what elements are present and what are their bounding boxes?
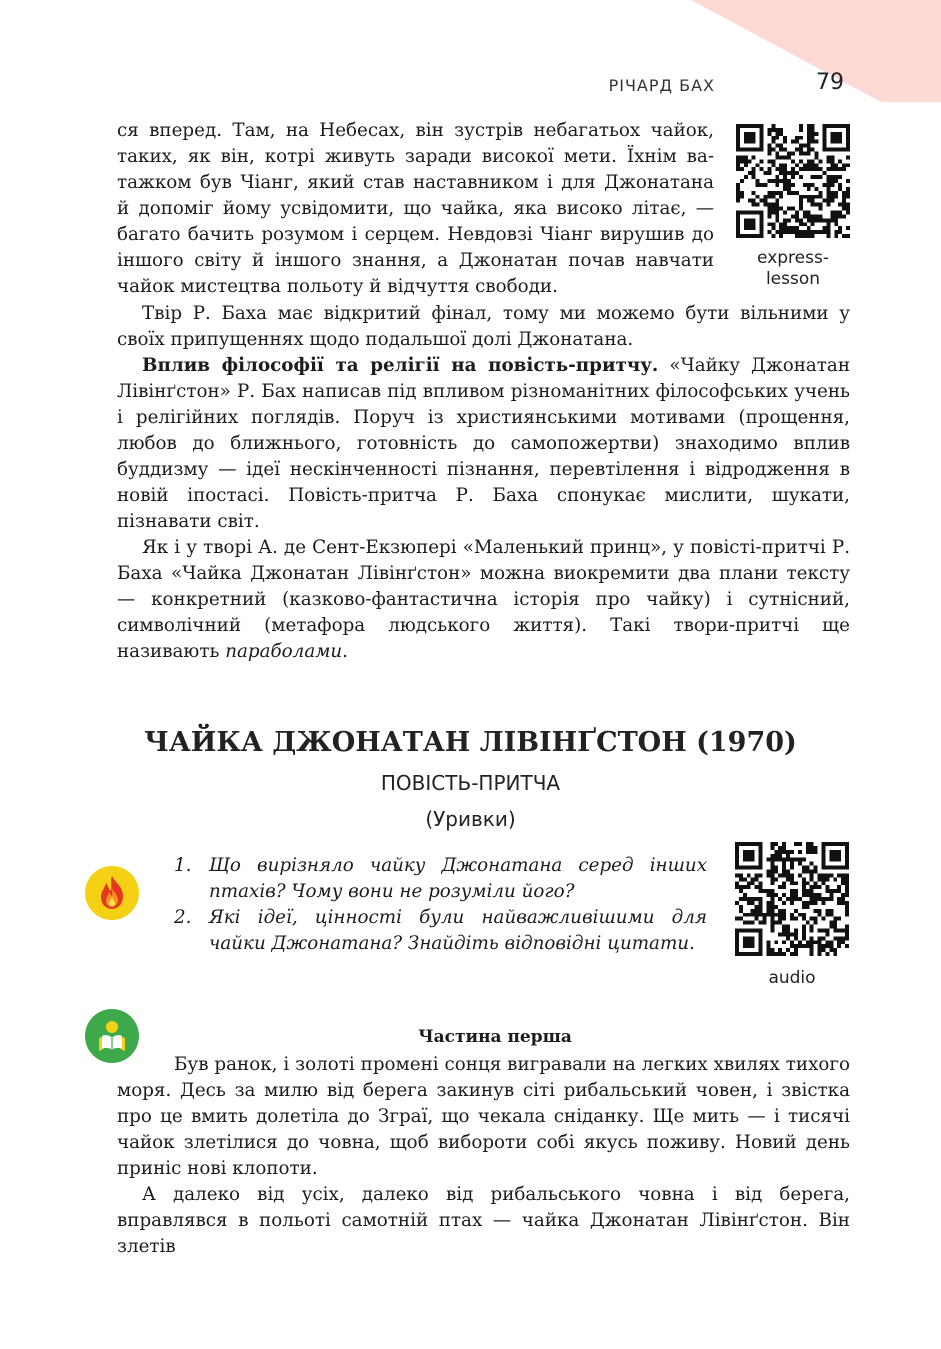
question-number: 1. bbox=[174, 855, 192, 876]
qr-code-icon bbox=[735, 842, 849, 956]
text-line: тажком був Чіанг, який став наставником і для Джонатана bbox=[117, 172, 714, 193]
text-line: багато бачить розумом і серцем. Невдовзі Чіанг вирушив до bbox=[117, 224, 714, 245]
text-line: іншого світу й іншого знання, а Джонатан почав навчати bbox=[117, 250, 714, 271]
text-line: ся вперед. Там, на Небесах, він зустрів небагатьох чайок, bbox=[117, 120, 714, 141]
paragraph-text: «Чайку Джонатан Лівінґстон» Р. Бах написав під впливом різноманітних філософських учень і релігійних поглядів. Поруч із християнськими мотивами (прощення, любов до ближнього, готовність до самопожертви) знаходимо вплив буддизму — ідеї нескінченності пізнання, перевтілення і відродження в новій іпостасі. Повість-притча Р. Баха спонукає мислити, шукати, пізнавати світ. bbox=[117, 355, 851, 532]
question-item bbox=[172, 853, 707, 905]
fire-icon bbox=[85, 866, 139, 920]
qr-code-express-lesson[interactable] bbox=[736, 124, 850, 238]
running-head: РІЧАРД БАХ bbox=[608, 76, 715, 95]
intro-paragraph-4 bbox=[117, 535, 850, 665]
part-one-paragraph-1: Був ранок, і золоті промені сонця вигравали на легких хвилях тихого моря. Десь за милю від берега закинув сіті рибальський човен, і звістка про це вмить долетіла до Зграї, що чекала сніданку. Ще мить — і тисячі чайок злетілися до човна, щоб вибороти собі якусь поживу. Новий день приніс нові клопоти. bbox=[117, 1054, 850, 1179]
page-number: 79 bbox=[816, 70, 844, 95]
text-line: й допоміг йому усвідомити, що чайка, яка високо літає, — bbox=[117, 198, 714, 219]
work-title: ЧАЙКА ДЖОНАТАН ЛІВІНҐСТОН (1970) bbox=[144, 727, 797, 758]
intro-paragraph-1 bbox=[117, 118, 714, 300]
part-heading: Частина перша bbox=[418, 1027, 572, 1047]
qr-code-audio[interactable] bbox=[735, 842, 849, 956]
qr-caption-express-lesson: express-lesson bbox=[757, 248, 829, 289]
qr-caption-audio: audio bbox=[768, 968, 816, 988]
fire-icon-graphic bbox=[85, 866, 139, 920]
qr-code-icon bbox=[736, 124, 850, 238]
paragraph-end: . bbox=[342, 641, 348, 662]
text-line: таких, як він, котрі живуть заради високої мети. Їхнім ва- bbox=[117, 146, 714, 167]
intro-paragraph-3 bbox=[117, 353, 850, 535]
question-text: Які ідеї, цінності були найважливішими для чайки Джонатана? Знайдіть відповідні цитати. bbox=[209, 907, 707, 954]
question-text: Що вирізняло чайку Джонатана серед інших птахів? Чому вони не розуміли його? bbox=[209, 855, 707, 902]
text-line: чайок мистецтва польоту й відчуття свободи. bbox=[117, 276, 558, 297]
section-lead-bold: Вплив філософії та релігії на повість-притчу. bbox=[142, 355, 659, 376]
term-italic: параболами bbox=[225, 641, 343, 662]
intro-paragraph-2: Твір Р. Баха має відкритий фінал, тому ми можемо бути вільними у своїх припущеннях щодо подальшої долі Джонатана. bbox=[117, 303, 850, 350]
part-one-paragraph-2: А далеко від усіх, далеко від рибальського човна і від берега, вправлявся в польоті самотній птах — чайка Джонатан Лівінґстон. Він злетів bbox=[117, 1184, 850, 1257]
question-list bbox=[172, 853, 707, 957]
question-item bbox=[172, 905, 707, 957]
excerpt-note: (Уривки) bbox=[425, 807, 516, 831]
paragraph-text: Як і у творі А. де Сент-Екзюпері «Маленький принц», у повісті-притчі Р. Баха «Чайка Джонатан Лівінґстон» можна виокремити два плани тексту — конкретний (казково-фантастична історія про чайку) і сутнісний, символічний (метафора людського життя). Такі твори-притчі ще називають bbox=[117, 537, 850, 662]
work-genre: ПОВІСТЬ-ПРИТЧА bbox=[380, 771, 561, 795]
question-number: 2. bbox=[174, 907, 192, 928]
